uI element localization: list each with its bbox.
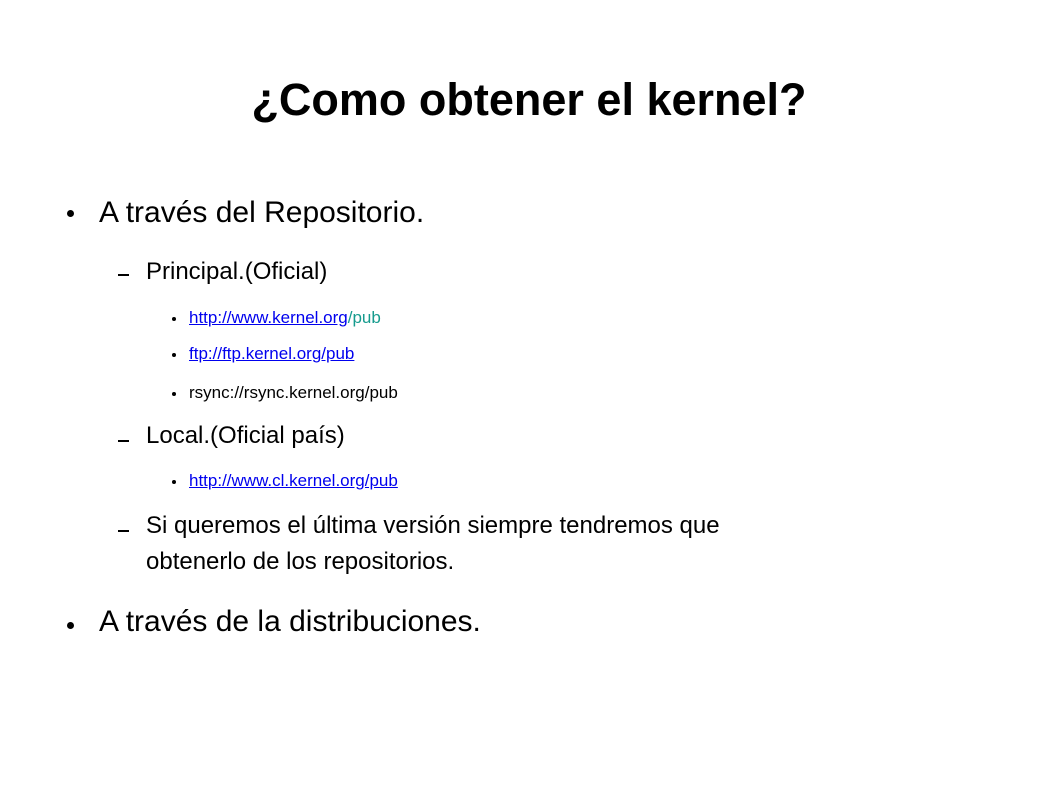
local-label: Local.(Oficial país) bbox=[146, 422, 345, 449]
latest-version-line1: Si queremos el última versión siempre tendremos que bbox=[146, 512, 720, 539]
bullet-dot bbox=[172, 353, 176, 357]
bullet-dash bbox=[118, 440, 129, 442]
bullet-dot bbox=[172, 317, 176, 321]
principal-label: Principal.(Oficial) bbox=[146, 258, 328, 285]
slide-title: ¿Como obtener el kernel? bbox=[251, 74, 807, 125]
bullet-dash bbox=[118, 274, 129, 276]
kernel-org-http-suffix: /pub bbox=[347, 308, 381, 327]
bullet-dot bbox=[172, 480, 176, 484]
principal-ftp-row bbox=[189, 343, 354, 365]
kernel-org-http-link[interactable]: http://www.kernel.org bbox=[189, 308, 348, 327]
principal-rsync: rsync://rsync.kernel.org/pub bbox=[189, 383, 398, 402]
bullet-dash bbox=[118, 530, 129, 532]
repo-heading: A través del Repositorio. bbox=[99, 196, 425, 229]
bullet-dot bbox=[67, 622, 74, 629]
bullet-dot bbox=[172, 392, 176, 396]
cl-kernel-org-link[interactable]: http://www.cl.kernel.org/pub bbox=[189, 471, 398, 490]
distros-heading: A través de la distribuciones. bbox=[99, 605, 481, 638]
bullet-dot bbox=[67, 210, 74, 217]
principal-http-row bbox=[189, 307, 381, 329]
local-http-row bbox=[189, 470, 398, 492]
latest-version-line2: obtenerlo de los repositorios. bbox=[146, 548, 455, 575]
kernel-org-ftp-link[interactable]: ftp://ftp.kernel.org/pub bbox=[189, 344, 355, 363]
